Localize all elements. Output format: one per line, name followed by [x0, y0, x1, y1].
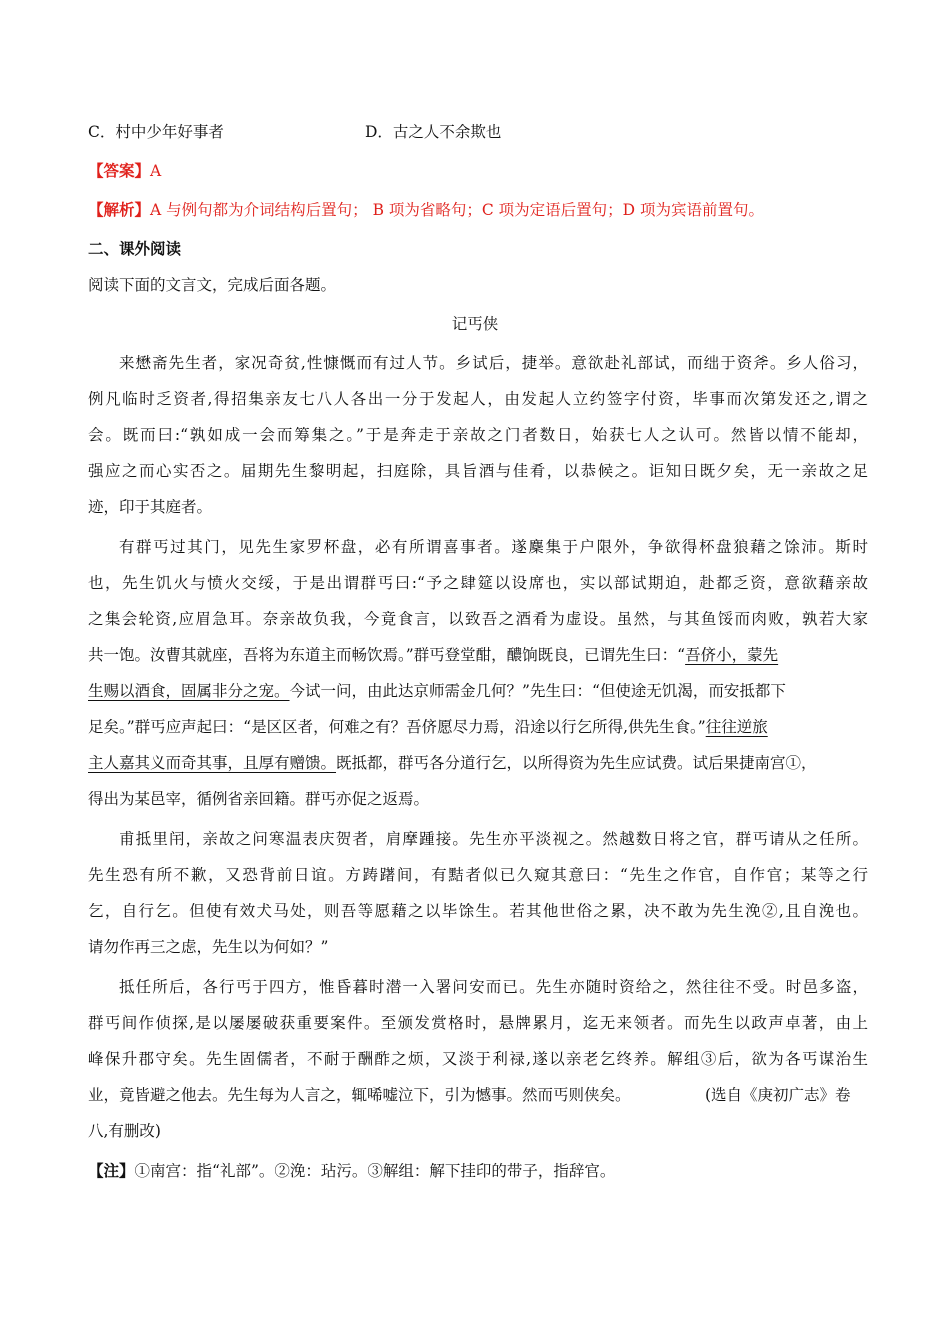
option-c: C．村中少年好事者 — [88, 123, 224, 141]
option-line — [88, 121, 868, 143]
passage-line: 例凡临时乏资者,得招集亲友七八人各出一分于发起人，由发起人立约签字付资，毕事而次第发还之,谓之 — [88, 390, 868, 408]
passage-line: 乞，自行乞。但使有效犬马处，则吾等愿藉之以毕馀生。若其他世俗之累，决不敢为先生浼②,且自浼也。 — [88, 902, 868, 920]
source-citation-cont: 八,有删改) — [88, 1122, 161, 1140]
passage-line — [88, 1084, 868, 1106]
passage-line: 有群丐过其门，见先生家罗杯盘，必有所谓喜事者。遂麇集于户限外，争欲得杯盘狼藉之馀沛。斯时 — [119, 538, 868, 556]
section-heading: 二、课外阅读 — [88, 239, 182, 258]
analysis-text: A 与例句都为介词结构后置句； B 项为省略句；C 项为定语后置句；D 项为宾语前置句。 — [150, 201, 765, 219]
passage-line — [88, 752, 868, 774]
passage-line — [88, 644, 868, 666]
passage-text: 共一饱。汝曹其就座，吾将为东道主而畅饮焉。”群丐登堂酣，醲饷既良，已谓先生曰：“ — [88, 646, 686, 664]
note-text: ①南宫：指“礼部”。②浼：玷污。③解组：解下挂印的带子，指辞官。 — [134, 1162, 616, 1180]
passage-line: 强应之而心实否之。届期先生黎明起，扫庭除，具旨酒与佳肴，以恭候之。讵知日既夕矣，无一亲故之足 — [88, 462, 868, 480]
passage-line: 来懋斋先生者，家况奇贫,性慷慨而有过人节。乡试后，捷举。意欲赴礼部试，而绌于资斧。乡人俗习， — [119, 354, 868, 372]
passage-line: 之集会轮资,应眉急耳。奈亲故负我，今竟食言，以致吾之酒肴为虚设。虽然，与其鱼馁而肉败，孰若大家 — [88, 610, 868, 628]
answer-line — [88, 160, 868, 182]
underlined-sentence-2-cont: 主人嘉其义而奇其事，且厚有赠馈。 — [88, 754, 337, 772]
underlined-sentence-1: 吾侪小，蒙先 — [685, 646, 779, 664]
passage-line: 会。既而曰:“孰如成一会而筹集之。”于是奔走于亲故之门者数日，始获七人之认可。然皆以情不能却， — [88, 426, 868, 444]
passage-line: 先生恐有所不歉，又恐背前日谊。方踌躇间，有黠者似已久窥其意曰：“先生之作官，自作官；某等之行 — [88, 866, 868, 884]
underlined-sentence-2: 往往逆旅 — [705, 718, 768, 736]
passage-text: 业，竟皆避之他去。先生每为人言之，辄唏嘘泣下，引为憾事。然而丐则侠矣。 — [88, 1086, 631, 1104]
source-citation: (选自《庚初广志》卷 — [705, 1086, 851, 1104]
passage-text: 今试一问，由此达京师需金几何？”先生曰：“但使途无饥渴，而安抵都下 — [289, 682, 786, 700]
passage-line: 迹，印于其庭者。 — [88, 498, 213, 516]
note-line — [88, 1160, 868, 1182]
passage-line — [88, 680, 868, 702]
passage-line: 甫抵里闬，亲故之问寒温表庆贺者，肩摩踵接。先生亦平淡视之。然越数日将之官，群丐请从之任所。 — [119, 830, 868, 848]
passage-line: 得出为某邑宰，循例省亲回籍。群丐亦促之返焉。 — [88, 790, 430, 808]
instruction-text: 阅读下面的文言文，完成后面各题。 — [88, 276, 337, 294]
answer-tag: 【答案】 — [88, 161, 151, 180]
passage-line: 抵任所后，各行丐于四方，惟昏暮时潜一入署问安而已。先生亦随时资给之，然往往不受。时邑多盗， — [119, 978, 868, 996]
passage-line: 请勿作再三之虑，先生以为何如？” — [88, 938, 329, 956]
passage-line: 群丐间作侦探,是以屡屡破获重要案件。至颁发赏格时，悬牌累月，迄无来领者。而先生以政声卓著，由上 — [88, 1014, 868, 1032]
passage-line — [88, 716, 868, 738]
answer-value: A — [150, 162, 162, 180]
passage-text: 足矣。”群丐应声起曰：“是区区者，何难之有？吾侪愿尽力焉，沿途以行乞所得,供先生食。” — [88, 718, 706, 736]
passage-text: 既抵都，群丐各分道行乞，以所得资为先生应试费。试后果捷南宫①， — [336, 754, 817, 772]
note-tag: 【注】 — [88, 1161, 135, 1180]
analysis-tag: 【解析】 — [88, 200, 151, 219]
passage-line: 也，先生饥火与愤火交绥，于是出谓群丐曰:“予之肆筵以设席也，实以部试期迫，赴都乏资，意欲藉亲故 — [88, 574, 868, 592]
passage-line: 峰保升郡守矣。先生固儒者，不耐于酬酢之烦，又淡于利禄,遂以亲老乞终养。解组③后，欲为各丐谋治生 — [88, 1050, 868, 1068]
passage-title: 记丐侠 — [451, 315, 499, 333]
underlined-sentence-1-cont: 生赐以酒食，固属非分之宠。 — [88, 682, 290, 700]
option-d: D．古之人不余欺也 — [365, 123, 502, 141]
analysis-line — [88, 199, 868, 221]
